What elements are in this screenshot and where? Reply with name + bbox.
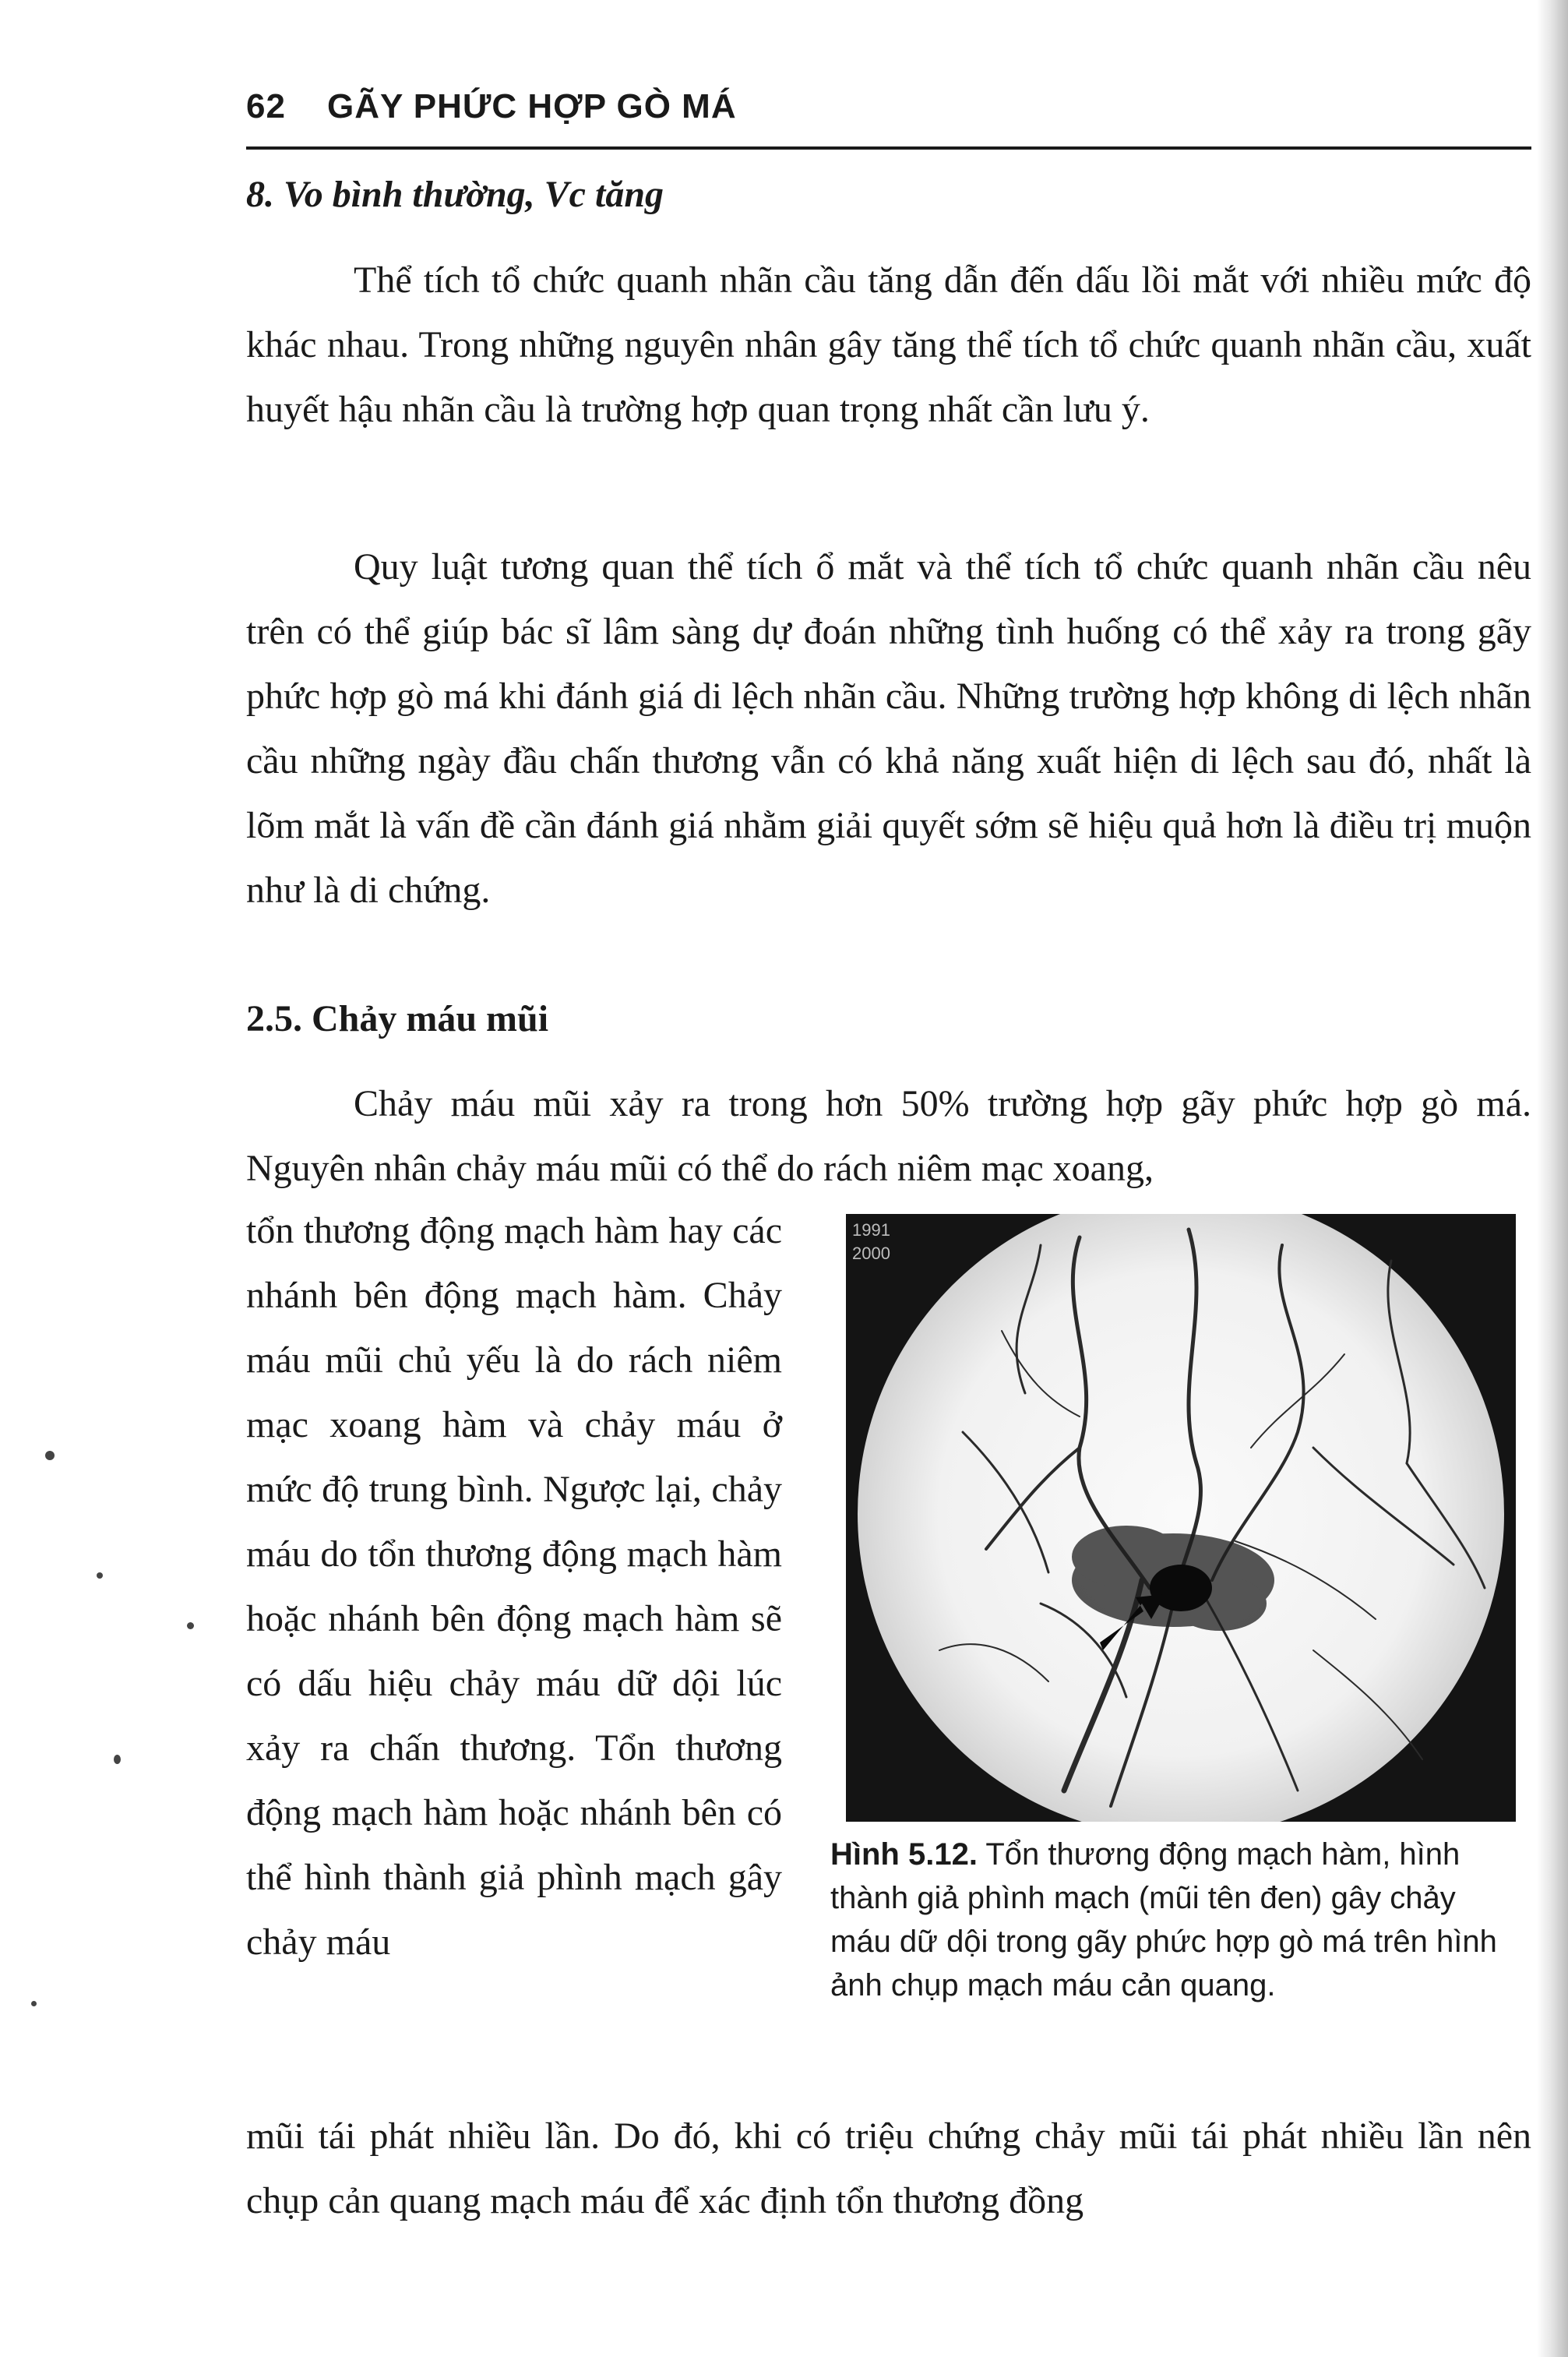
page-edge-shadow xyxy=(1537,0,1568,2357)
overlay-label-2: 2000 xyxy=(852,1244,890,1263)
scan-speck xyxy=(97,1572,103,1579)
scan-speck xyxy=(114,1755,121,1764)
paragraph-1: Thể tích tổ chức quanh nhãn cầu tăng dẫn đến dấu lồi mắt với nhiều mức độ khác nhau. Trong những nguyên nhân gây tăng thể tích tổ chức quanh nhãn cầu, xuất huyết hậu nhãn cầu là trường hợp quan trọng nhất cần lưu ý. xyxy=(246,259,1531,430)
paragraph-3: Chảy máu mũi xảy ra trong hơn 50% trường hợp gãy phức hợp gò má. Nguyên nhân chảy máu mũi có thể do rách niêm mạc xoang, xyxy=(246,1083,1531,1189)
figure-caption xyxy=(830,1833,1500,2007)
paragraph-4-wrapped: tổn thương động mạch hàm hay các nhánh bên động mạch hàm. Chảy máu mũi chủ yếu là do rách niêm mạc xoang hàm và chảy máu ở mức độ trung bình. Ngược lại, chảy máu do tổn thương động mạch hàm hoặc nhánh bên động mạch hàm sẽ có dấu hiệu chảy máu dữ dội lúc xảy ra chấn thương. Tổn thương động mạch hàm hoặc nhánh bên có thể hình thành giả phình mạch gây chảy máu xyxy=(246,1210,782,1963)
caption-label: Hình 5.12. xyxy=(830,1837,978,1872)
section-heading: 2.5. Chảy máu mũi xyxy=(246,998,549,1039)
scan-speck xyxy=(45,1451,55,1460)
subheading: 8. Vo bình thường, Vc tăng xyxy=(246,174,664,215)
caption-text: Tổn thương động mạch hàm, hình thành giả phình mạch (mũi tên đen) gây chảy máu dữ dội trong gãy phức hợp gò má trên hình ảnh chụp mạch máu cản quang. xyxy=(830,1837,1497,2002)
overlay-label-1: 1991 xyxy=(852,1220,890,1240)
page-number: 62 xyxy=(246,87,286,125)
paragraph-5: mũi tái phát nhiều lần. Do đó, khi có triệu chứng chảy mũi tái phát nhiều lần nên chụp cản quang mạch máu để xác định tổn thương đồng xyxy=(246,2115,1531,2221)
paragraph-2: Quy luật tương quan thể tích ổ mắt và thể tích tổ chức quanh nhãn cầu nêu trên có thể giúp bác sĩ lâm sàng dự đoán những tình huống có thể xảy ra trong gãy phức hợp gò má khi đánh giá di lệch nhãn cầu. Những trường hợp không di lệch nhãn cầu những ngày đầu chấn thương vẫn có khả năng xuất hiện di lệch sau đó, nhất là lõm mắt là vấn đề cần đánh giá nhằm giải quyết sớm sẽ hiệu quả hơn là điều trị muộn như là di chứng. xyxy=(246,546,1531,911)
running-header xyxy=(246,76,1531,150)
angiogram-image xyxy=(846,1214,1516,1822)
angiogram-figure xyxy=(846,1214,1516,1822)
chapter-title: GÃY PHỨC HỢP GÒ MÁ xyxy=(327,87,737,125)
scan-speck xyxy=(187,1622,194,1629)
scan-speck xyxy=(31,2001,37,2006)
